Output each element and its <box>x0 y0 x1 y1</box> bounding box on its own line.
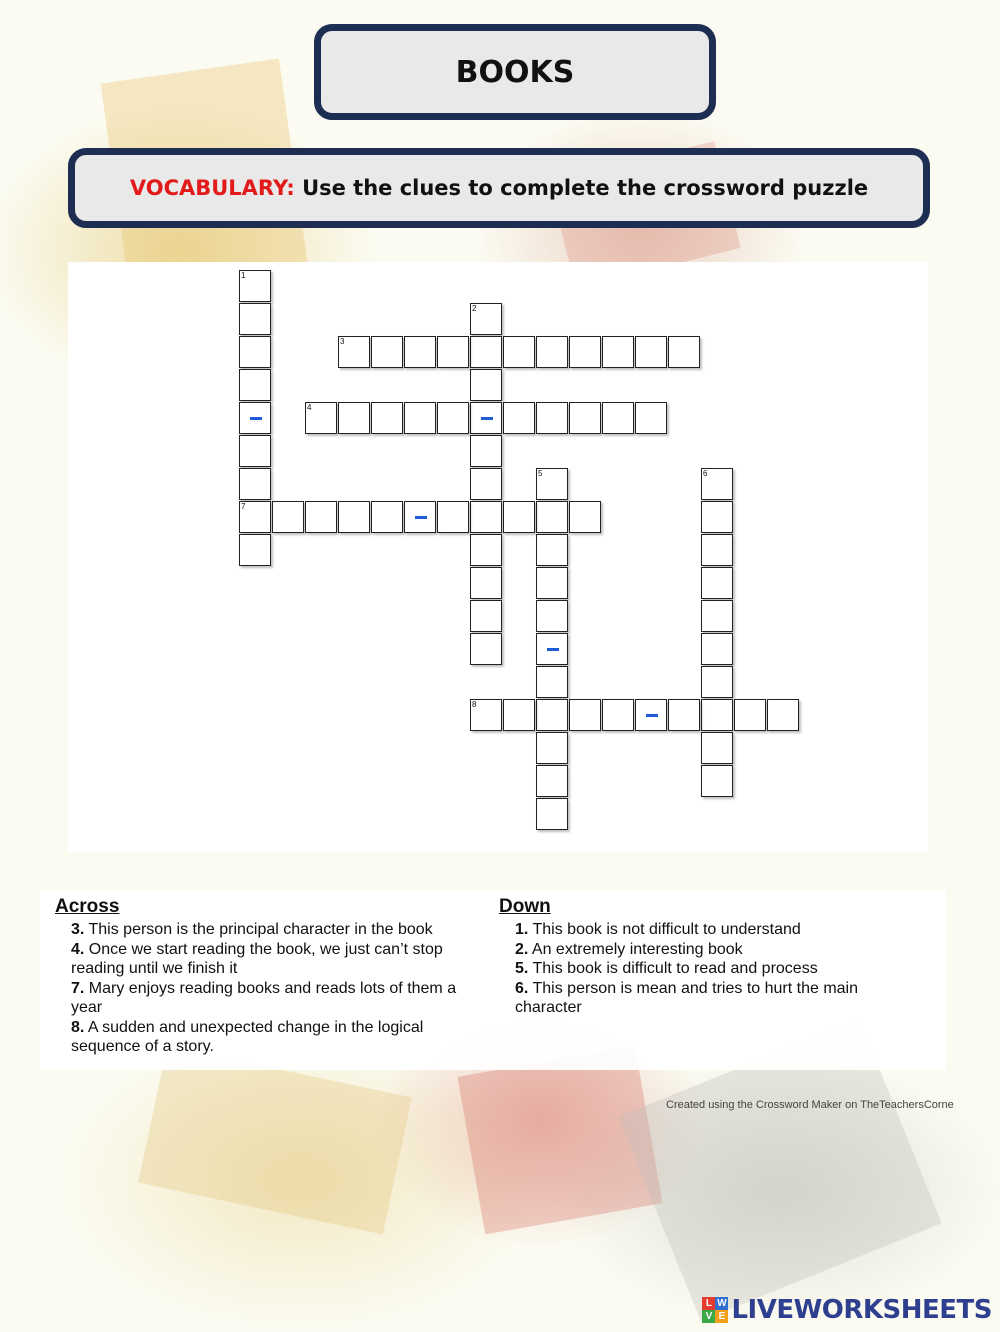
crossword-cell[interactable] <box>470 600 502 632</box>
crossword-cell[interactable] <box>404 402 436 434</box>
clue-text: This person is mean and tries to hurt the main character <box>515 979 858 1016</box>
crossword-cell[interactable] <box>470 435 502 467</box>
crossword-cell[interactable] <box>701 699 733 731</box>
across-clues <box>55 896 480 1057</box>
hyphen-marker <box>250 417 262 420</box>
crossword-cell[interactable] <box>668 699 700 731</box>
crossword-cell[interactable] <box>239 501 271 533</box>
liveworksheets-branding <box>702 1290 992 1330</box>
crossword-cell[interactable] <box>239 303 271 335</box>
crossword-cell[interactable] <box>767 699 799 731</box>
crossword-cell[interactable] <box>536 402 568 434</box>
crossword-cell[interactable] <box>734 699 766 731</box>
crossword-cell[interactable] <box>536 468 568 500</box>
crossword-cell[interactable] <box>602 402 634 434</box>
crossword-cell[interactable] <box>668 336 700 368</box>
crossword-cell[interactable] <box>701 567 733 599</box>
across-heading: Across <box>55 896 120 917</box>
crossword-cell[interactable] <box>536 798 568 830</box>
crossword-cell[interactable] <box>635 699 667 731</box>
title-banner <box>314 24 716 120</box>
instruction-text: Use the clues to complete the crossword puzzle <box>302 176 869 200</box>
crossword-cell[interactable] <box>701 765 733 797</box>
clue-item <box>55 940 480 979</box>
crossword-cell[interactable] <box>470 501 502 533</box>
crossword-cell[interactable] <box>701 600 733 632</box>
crossword-cell[interactable] <box>470 633 502 665</box>
clue-number-label: 5 <box>538 469 543 478</box>
clue-number-label: 3 <box>340 337 345 346</box>
crossword-cell[interactable] <box>536 534 568 566</box>
crossword-cell[interactable] <box>602 336 634 368</box>
clue-number: 3. <box>71 921 85 938</box>
crossword-cell[interactable] <box>470 534 502 566</box>
clue-item <box>55 1018 480 1057</box>
crossword-cell[interactable] <box>536 699 568 731</box>
crossword-cell[interactable] <box>338 402 370 434</box>
crossword-cell[interactable] <box>470 468 502 500</box>
crossword-cell[interactable] <box>239 336 271 368</box>
logo-tile: E <box>715 1310 728 1323</box>
crossword-cell[interactable] <box>536 633 568 665</box>
clue-item <box>499 959 899 979</box>
liveworksheets-logo-icon <box>702 1297 728 1323</box>
clue-number: 4. <box>71 940 85 958</box>
clue-text: A sudden and unexpected change in the logical sequence of a story. <box>71 1018 424 1055</box>
clue-number: 8. <box>71 1018 85 1036</box>
clue-number-label: 7 <box>241 502 246 511</box>
crossword-cell[interactable] <box>536 600 568 632</box>
crossword-cell[interactable] <box>404 501 436 533</box>
crossword-cell[interactable] <box>701 534 733 566</box>
clue-text: This book is difficult to read and process <box>528 960 818 977</box>
clue-text: Mary enjoys reading books and reads lots of them a year <box>71 979 457 1016</box>
crossword-cell[interactable] <box>239 270 271 302</box>
crossword-cell[interactable] <box>701 633 733 665</box>
clue-number-label: 6 <box>703 469 708 478</box>
page-title: BOOKS <box>455 54 575 90</box>
crossword-cell[interactable] <box>272 501 304 533</box>
hyphen-marker <box>547 648 559 651</box>
clue-item <box>55 979 480 1018</box>
clue-number-label: 8 <box>472 700 477 709</box>
crossword-cell[interactable] <box>470 567 502 599</box>
crossword-cell[interactable] <box>569 501 601 533</box>
crossword-cell[interactable] <box>536 732 568 764</box>
crossword-cell[interactable] <box>239 369 271 401</box>
crossword-cell[interactable] <box>536 567 568 599</box>
crossword-cell[interactable] <box>569 336 601 368</box>
clue-item <box>499 920 899 940</box>
crossword-cell[interactable] <box>470 699 502 731</box>
clue-number-label: 4 <box>307 403 312 412</box>
crossword-cell[interactable] <box>503 501 535 533</box>
clue-number-label: 1 <box>241 271 246 280</box>
clue-number: 7. <box>71 979 85 997</box>
down-heading: Down <box>499 896 551 917</box>
crossword-cell[interactable] <box>701 501 733 533</box>
logo-tile: L <box>702 1297 715 1310</box>
crossword-cell[interactable] <box>437 336 469 368</box>
clue-item <box>55 920 480 940</box>
crossword-cell[interactable] <box>470 303 502 335</box>
crossword-cell[interactable] <box>701 666 733 698</box>
clue-item <box>499 979 899 1018</box>
clue-text: Once we start reading the book, we just can’t stop reading until we finish it <box>71 940 443 977</box>
clue-text: An extremely interesting book <box>528 940 743 958</box>
clue-number: 2. <box>515 940 529 958</box>
crossword-cell[interactable] <box>701 468 733 500</box>
crossword-cell[interactable] <box>371 501 403 533</box>
clue-number: 1. <box>515 921 529 938</box>
crossword-cell[interactable] <box>239 435 271 467</box>
hyphen-marker <box>646 714 658 717</box>
crossword-cell[interactable] <box>536 765 568 797</box>
crossword-cell[interactable] <box>239 468 271 500</box>
crossword-cell[interactable] <box>470 336 502 368</box>
clue-item <box>499 940 899 960</box>
clue-number: 5. <box>515 960 529 977</box>
crossword-cell[interactable] <box>437 501 469 533</box>
crossword-cell[interactable] <box>701 732 733 764</box>
crossword-cell[interactable] <box>569 402 601 434</box>
crossword-cell[interactable] <box>536 666 568 698</box>
instruction-banner <box>68 148 930 228</box>
down-clues <box>499 896 899 1018</box>
crossword-cell[interactable] <box>635 402 667 434</box>
hyphen-marker <box>481 417 493 420</box>
instruction-label: VOCABULARY: <box>129 176 295 200</box>
clue-number: 6. <box>515 979 529 997</box>
crossword-cell[interactable] <box>569 699 601 731</box>
crossword-cell[interactable] <box>338 336 370 368</box>
clue-number-label: 2 <box>472 304 477 313</box>
crossword-cell[interactable] <box>338 501 370 533</box>
crossword-cell[interactable] <box>503 402 535 434</box>
crossword-cell[interactable] <box>470 369 502 401</box>
crossword-cell[interactable] <box>305 402 337 434</box>
crossword-cell[interactable] <box>371 336 403 368</box>
clues-panel <box>40 890 946 1070</box>
crossword-credit: Created using the Crossword Maker on TheTeachersCorne <box>666 1099 954 1111</box>
clue-text: This book is not difficult to understand <box>528 921 801 938</box>
crossword-cell[interactable] <box>536 336 568 368</box>
clue-text: This person is the principal character in the book <box>84 921 433 938</box>
crossword-cell[interactable] <box>371 402 403 434</box>
hyphen-marker <box>415 516 427 519</box>
crossword-cell[interactable] <box>503 699 535 731</box>
crossword-cell[interactable] <box>602 699 634 731</box>
crossword-cell[interactable] <box>470 402 502 434</box>
crossword-cell[interactable] <box>404 336 436 368</box>
crossword-cell[interactable] <box>503 336 535 368</box>
instruction <box>130 176 868 200</box>
logo-tile: V <box>702 1310 715 1323</box>
crossword-cell[interactable] <box>305 501 337 533</box>
brand-text: LIVEWORKSHEETS <box>731 1295 992 1325</box>
crossword-cell[interactable] <box>437 402 469 434</box>
crossword-cell[interactable] <box>239 534 271 566</box>
logo-tile: W <box>717 1298 727 1309</box>
crossword-cell[interactable] <box>536 501 568 533</box>
crossword-cell[interactable] <box>239 402 271 434</box>
crossword-cell[interactable] <box>635 336 667 368</box>
